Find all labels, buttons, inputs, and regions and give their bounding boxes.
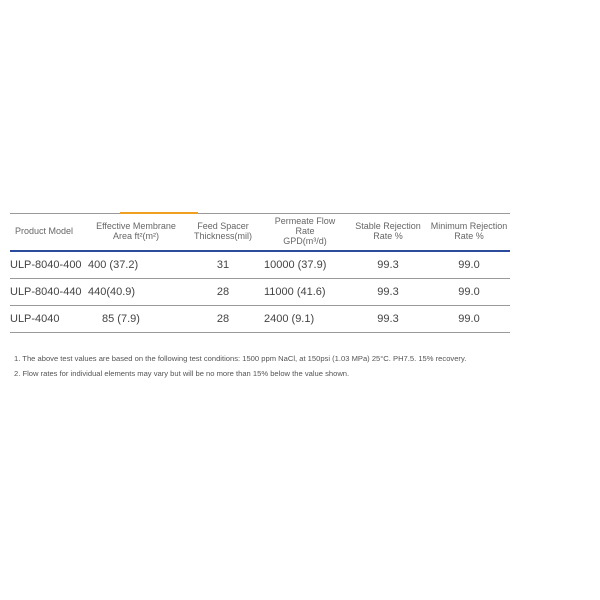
cell-stable-rejection: 99.3 (348, 306, 428, 333)
header-stable-rejection-rate: Stable Rejection Rate % (348, 212, 428, 251)
cell-membrane-area: 440(40.9) (88, 279, 184, 306)
header-permeate-flow-rate: Permeate Flow Rate GPD(m³/d) (262, 212, 348, 251)
cell-spacer-thickness: 31 (184, 251, 262, 279)
cell-membrane-area: 85 (7.9) (88, 306, 184, 333)
cell-spacer-thickness: 28 (184, 279, 262, 306)
header-product-model: Product Model (10, 212, 88, 251)
table-row (10, 306, 510, 333)
cell-product-model: ULP-4040 (10, 306, 88, 333)
header-effective-membrane-area: Effective Membrane Area ft²(m²) (88, 212, 184, 251)
footnote-test-conditions: 1. The above test values are based on the following test conditions: 1500 ppm NaCl, at 150psi (1.03 MPa) 25°C. PH7.5. 15% recovery. (14, 354, 467, 363)
table-header-row (10, 212, 510, 251)
footnote-flow-variance: 2. Flow rates for individual elements may vary but will be no more than 15% below the value shown. (14, 369, 350, 378)
table-row (10, 251, 510, 279)
cell-stable-rejection: 99.3 (348, 279, 428, 306)
cell-minimum-rejection: 99.0 (428, 251, 510, 279)
cell-minimum-rejection: 99.0 (428, 279, 510, 306)
header-minimum-rejection-rate: Minimum Rejection Rate % (428, 212, 510, 251)
cell-permeate-flow: 10000 (37.9) (262, 251, 348, 279)
table-row (10, 279, 510, 306)
cell-membrane-area: 400 (37.2) (88, 251, 184, 279)
cell-product-model: ULP-8040-440 (10, 279, 88, 306)
cell-stable-rejection: 99.3 (348, 251, 428, 279)
footnotes (14, 351, 594, 381)
header-feed-spacer-thickness: Feed Spacer Thickness(mil) (184, 212, 262, 251)
cell-permeate-flow: 2400 (9.1) (262, 306, 348, 333)
cell-minimum-rejection: 99.0 (428, 306, 510, 333)
cell-product-model: ULP-8040-400 (10, 251, 88, 279)
cell-spacer-thickness: 28 (184, 306, 262, 333)
product-spec-table (10, 212, 510, 333)
cell-permeate-flow: 11000 (41.6) (262, 279, 348, 306)
